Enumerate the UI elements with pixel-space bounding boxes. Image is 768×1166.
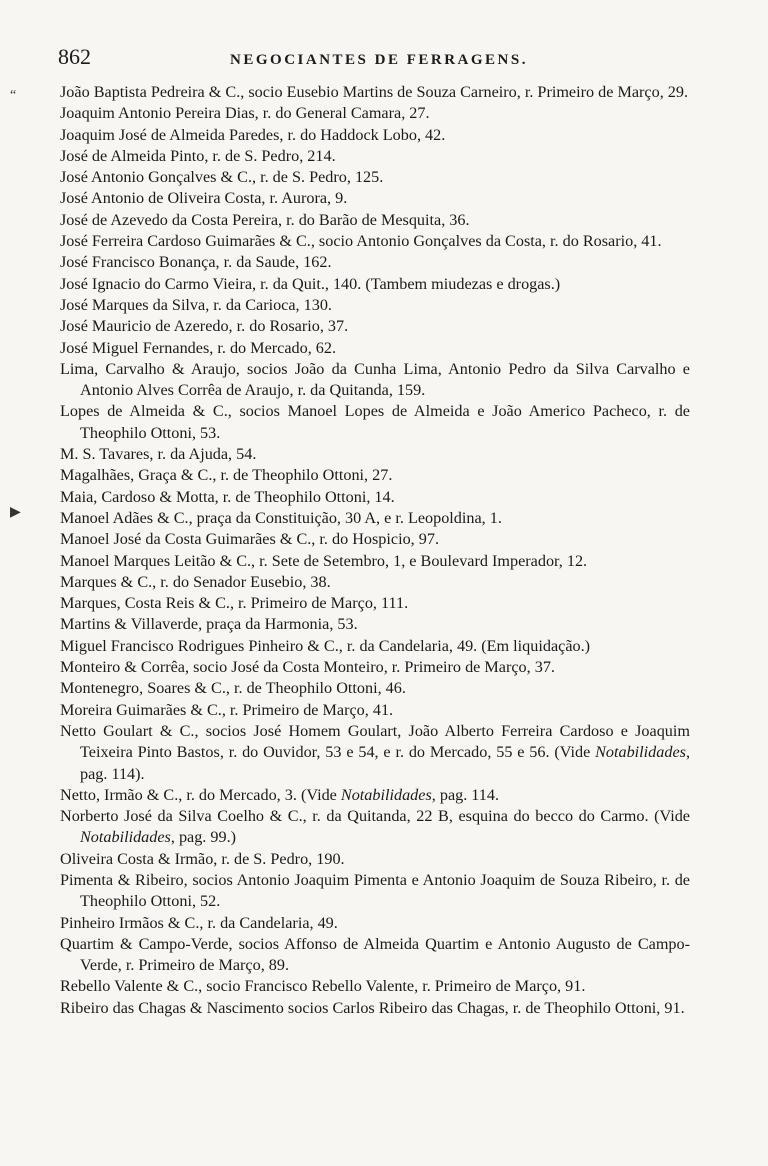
page-header [60,44,690,78]
directory-entry: Marques & C., r. do Senador Eusebio, 38. [60,572,331,591]
directory-entry: José Ferreira Cardoso Guimarães & C., socio Antonio Gonçalves da Costa, r. do Rosario, 41. [60,232,662,251]
directory-entry: José de Azevedo da Costa Pereira, r. do Barão de Mesquita, 36. [60,210,470,229]
directory-entry: Maia, Cardoso & Motta, r. de Theophilo Ottoni, 14. [60,487,395,506]
page-number: 862 [58,44,91,69]
margin-mark-quote: “ [10,88,17,103]
directory-entry: José Antonio de Oliveira Costa, r. Aurora, 9. [60,189,348,208]
directory-entry: M. S. Tavares, r. da Ajuda, 54. [60,445,257,464]
directory-entry: Miguel Francisco Rodrigues Pinheiro & C., r. da Candelaria, 49. (Em liquidação.) [60,636,591,655]
directory-entry: Joaquim José de Almeida Paredes, r. do Haddock Lobo, 42. [60,125,446,144]
directory-entry: Joaquim Antonio Pereira Dias, r. do General Camara, 27. [60,104,430,123]
directory-entry: Marques, Costa Reis & C., r. Primeiro de Março, 111. [60,594,409,613]
directory-entry: Moreira Guimarães & C., r. Primeiro de Março, 41. [60,700,394,719]
directory-entry: José Antonio Gonçalves & C., r. de S. Pedro, 125. [60,168,384,187]
directory-entry: José Miguel Fernandes, r. do Mercado, 62. [60,338,337,357]
directory-entry: Pinheiro Irmãos & C., r. da Candelaria, 49. [60,913,338,932]
directory-entry: Magalhães, Graça & C., r. de Theophilo Ottoni, 27. [60,466,393,485]
directory-entry: Norberto José da Silva Coelho & C., r. da Quitanda, 22 B, esquina do becco do Carmo. (Vide Notabilidades, pag. 99.) [60,807,690,847]
directory-entry: Manoel Adães & C., praça da Constituição, 30 A, e r. Leopoldina, 1. [60,508,502,527]
directory-entry: Rebello Valente & C., socio Francisco Rebello Valente, r. Primeiro de Março, 91. [60,977,586,996]
directory-entry: Netto, Irmão & C., r. do Mercado, 3. (Vide Notabilidades, pag. 114. [60,785,500,804]
directory-entry: José Ignacio do Carmo Vieira, r. da Quit., 140. (Tambem miudezas e drogas.) [60,274,561,293]
directory-entry: Lima, Carvalho & Araujo, socios João da Cunha Lima, Antonio Pedro da Silva Carvalho e Antonio Alves Corrêa de Araujo, r. da Quitanda, 159. [60,359,690,400]
directory-entry: Manoel Marques Leitão & C., r. Sete de Setembro, 1, e Boulevard Imperador, 12. [60,551,588,570]
directory-entry: José Mauricio de Azeredo, r. do Rosario, 37. [60,317,349,336]
directory-entries [60,82,690,1019]
directory-entry: Martins & Villaverde, praça da Harmonia, 53. [60,615,358,634]
directory-entry: Montenegro, Soares & C., r. de Theophilo Ottoni, 46. [60,679,406,698]
directory-entry: Quartim & Campo-Verde, socios Affonso de Almeida Quartim e Antonio Augusto de Campo-Verde, r. Primeiro de Março, 89. [60,934,690,975]
directory-entry: Oliveira Costa & Irmão, r. de S. Pedro, 190. [60,849,345,868]
directory-entry: Lopes de Almeida & C., socios Manoel Lopes de Almeida e João Americo Pacheco, r. de Theophilo Ottoni, 53. [60,402,690,442]
running-title: NEGOCIANTES DE FERRAGENS. [230,52,528,68]
directory-entry: Pimenta & Ribeiro, socios Antonio Joaquim Pimenta e Antonio Joaquim de Souza Ribeiro, r. de Theophilo Ottoni, 52. [60,870,690,911]
directory-entry: Manoel José da Costa Guimarães & C., r. do Hospicio, 97. [60,530,440,549]
directory-entry: Monteiro & Corrêa, socio José da Costa Monteiro, r. Primeiro de Março, 37. [60,658,555,677]
directory-entry: José Francisco Bonança, r. da Saude, 162. [60,253,332,272]
directory-entry: José de Almeida Pinto, r. de S. Pedro, 214. [60,146,336,165]
directory-entry: João Baptista Pedreira & C., socio Eusebio Martins de Souza Carneiro, r. Primeiro de Março, 29. [60,83,689,101]
margin-mark-arrow: ▶ [10,505,21,520]
directory-entry: Netto Goulart & C., socios José Homem Goulart, João Alberto Ferreira Cardoso e Joaquim Teixeira Pinto Bastos, r. do Ouvidor, 53 e 54, e r. do Mercado, 55 e 56. (Vide Notabilidades, pag. 114). [60,721,690,783]
directory-entry: Ribeiro das Chagas & Nascimento socios Carlos Ribeiro das Chagas, r. de Theophilo Ottoni, 91. [60,998,685,1017]
directory-entry: José Marques da Silva, r. da Carioca, 130. [60,295,332,314]
